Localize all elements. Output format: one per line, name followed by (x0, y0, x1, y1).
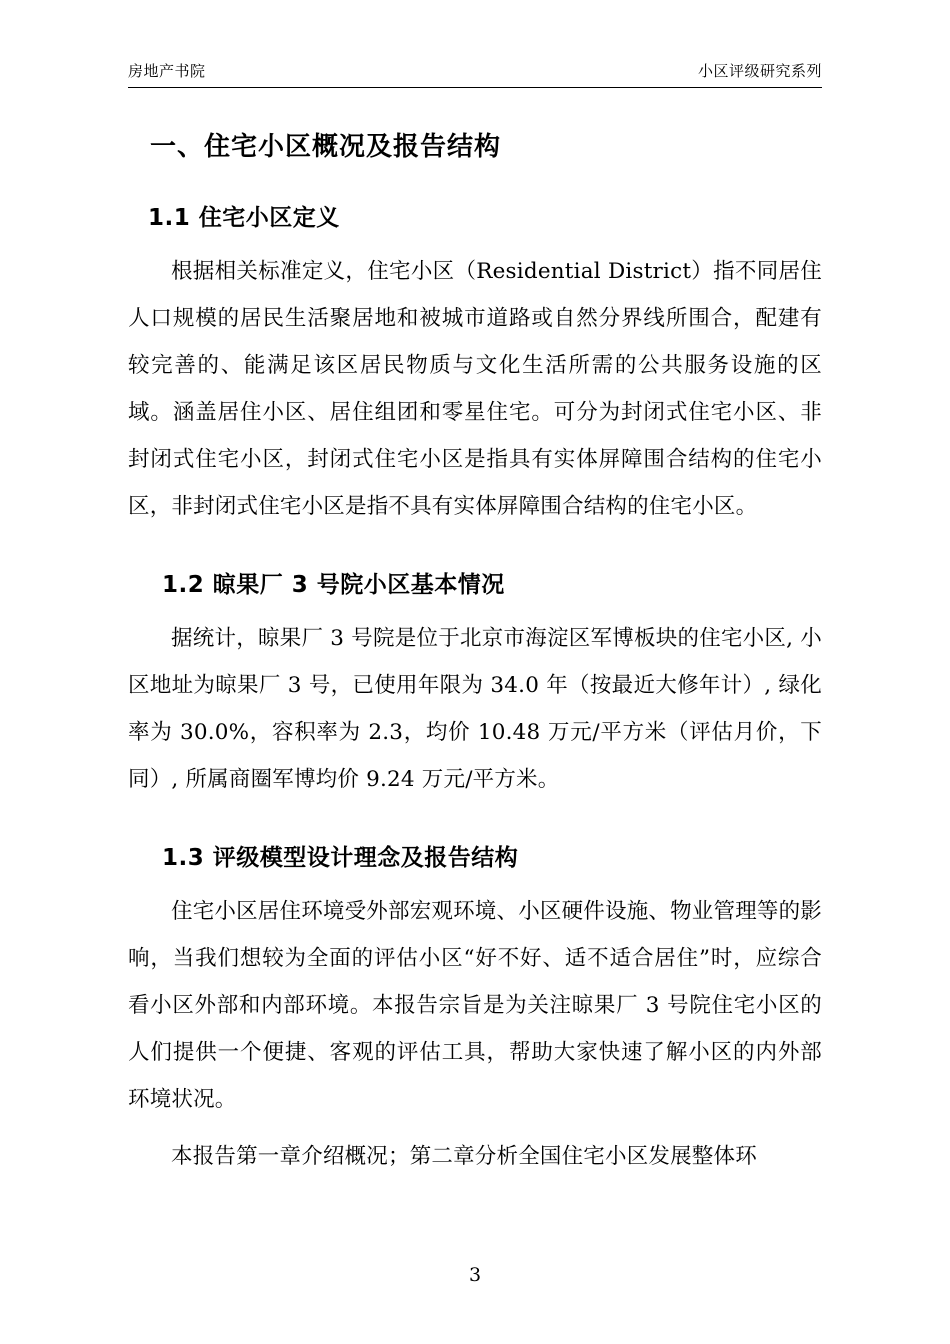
header-left-text: 房地产书院 (128, 62, 206, 80)
page-header (128, 60, 822, 88)
page-content (128, 60, 822, 1180)
section-paragraph-1-3-b: 本报告第一章介绍概况；第二章分析全国住宅小区发展整体环 (171, 1144, 757, 1169)
section-paragraph-1-2: 据统计，晾果厂 3 号院是位于北京市海淀区军博板块的住宅小区, 小区地址为晾果厂 3 号，已使用年限为 34.0 年（按最近大修年计）, 绿化率为 30.0%，容积率为 2.3，均价 10.48 万元/平方米（评估月价，下同）, 所属商圈军博均价 9.24 万元/平方米。 (128, 626, 822, 792)
chapter-heading: 一、住宅小区概况及报告结构 (150, 132, 502, 162)
section-paragraph-1-3-a: 住宅小区居住环境受外部宏观环境、小区硬件设施、物业管理等的影响，当我们想较为全面的评估小区“好不好、适不适合居住”时，应综合看小区外部和内部环境。本报告宗旨是为关注晾果厂 3 号院住宅小区的人们提供一个便捷、客观的评估工具，帮助大家快速了解小区的内外部环境状况。 (128, 899, 823, 1112)
section-paragraph-1-1: 根据相关标准定义，住宅小区（Residential District）指不同居住人口规模的居民生活聚居地和被城市道路或自然分界线所围合，配建有较完善的、能满足该区居民物质与文化生活所需的公共服务设施的区域。涵盖居住小区、居住组团和零星住宅。可分为封闭式住宅小区、非封闭式住宅小区，封闭式住宅小区是指具有实体屏障围合结构的住宅小区，非封闭式住宅小区是指不具有实体屏障围合结构的住宅小区。 (128, 259, 822, 519)
section-heading-1-2: 1.2 晾果厂 3 号院小区基本情况 (162, 572, 505, 598)
section-heading-1-3: 1.3 评级模型设计理念及报告结构 (162, 845, 519, 871)
page-number: 3 (468, 1264, 482, 1286)
section-heading-1-1: 1.1 住宅小区定义 (148, 205, 340, 231)
header-right-text: 小区评级研究系列 (697, 62, 822, 80)
